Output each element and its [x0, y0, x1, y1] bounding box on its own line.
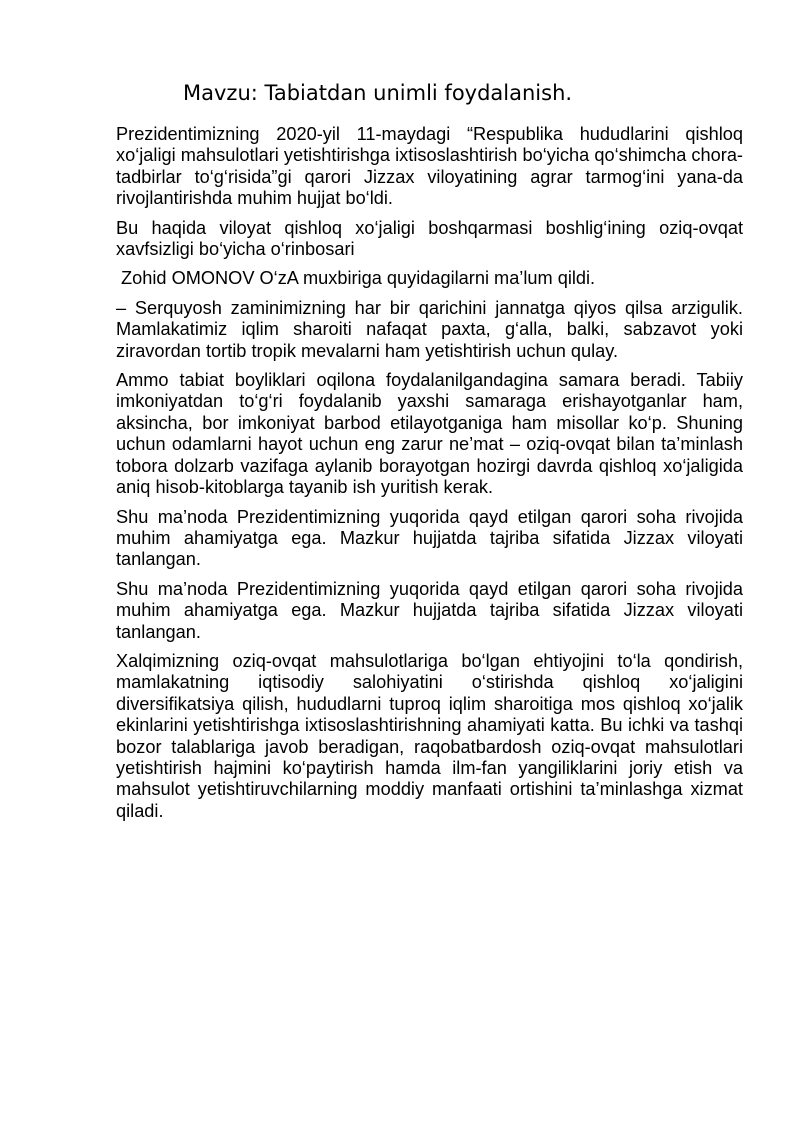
paragraph-1: Prezidentimizning 2020-yil 11-maydagi “Respublika hududlarini qishloq xo‘jaligi mahsulotlari yetishtirishga ixtisoslashtirish bo‘yicha qo‘shimcha chora-tadbirlar to‘g‘risida”gi qarori Jizzax viloyatining agrar tarmog‘ini yana-da rivojlantirishda muhim hujjat bo‘ldi. — [116, 124, 743, 209]
paragraph-5: Ammo tabiat boyliklari oqilona foydalanilgandagina samara beradi. Tabiiy imkoniyatdan to‘g‘ri foydalanib yaxshi samaraga erishayotganlar ham, aksincha, bor imkoniyat barbod etilayotganiga ham misollar ko‘p. Shuning uchun odamlarni hayot uchun eng zarur ne’mat – oziq-ovqat bilan ta’minlash tobora dolzarb vazifaga aylanib borayotgan hozirgi davrda qishloq xo‘jaligida aniq hisob-kitoblarga tayanib ish yuritish kerak. — [116, 370, 743, 498]
paragraph-7: Shu ma’noda Prezidentimizning yuqorida qayd etilgan qarori soha rivojida muhim ahamiyatga ega. Mazkur hujjatda tajriba sifatida Jizzax viloyati tanlangan. — [116, 578, 743, 642]
document-body — [116, 124, 743, 830]
paragraph-3: Zohid OMONOV O‘zA muxbiriga quyidagilarni ma’lum qildi. — [116, 268, 596, 289]
paragraph-6: Shu ma’noda Prezidentimizning yuqorida qayd etilgan qarori soha rivojida muhim ahamiyatga ega. Mazkur hujjatda tajriba sifatida Jizzax viloyati tanlangan. — [116, 506, 743, 570]
paragraph-8: Xalqimizning oziq-ovqat mahsulotlariga bo‘lgan ehtiyojini to‘la qondirish, mamlakatning iqtisodiy salohiyatini o‘stirishda qishloq xo‘jaligini diversifikatsiya qilish, hududlarni tuproq iqlim sharoitiga mos qishloq xo‘jalik ekinlarini yetishtirishga ixtisoslashtirishning ahamiyati katta. Bu ichki va tashqi bozor talablariga javob beradigan, raqobatbardosh oziq-ovqat mahsulotlari yetishtirish hajmini ko‘paytirish hamda ilm-fan yangiliklarini joriy etish va mahsulot yetishtiruvchilarning moddiy manfaati ortishini ta’minlashga xizmat qiladi. — [116, 650, 743, 821]
paragraph-4: – Serquyosh zaminimizning har bir qarichini jannatga qiyos qilsa arzigulik. Mamlakatimiz iqlim sharoiti nafaqat paxta, g‘alla, balki, sabzavot yoki ziravordan tortib tropik mevalarni ham yetishtirish uchun qulay. — [116, 297, 743, 361]
document-title: Mavzu: Tabiatdan unimli foydalanish. — [183, 81, 573, 105]
paragraph-2: Bu haqida viloyat qishloq xo‘jaligi boshqarmasi boshlig‘ining oziq-ovqat xavfsizligi bo‘yicha o‘rinbosari — [116, 217, 743, 260]
